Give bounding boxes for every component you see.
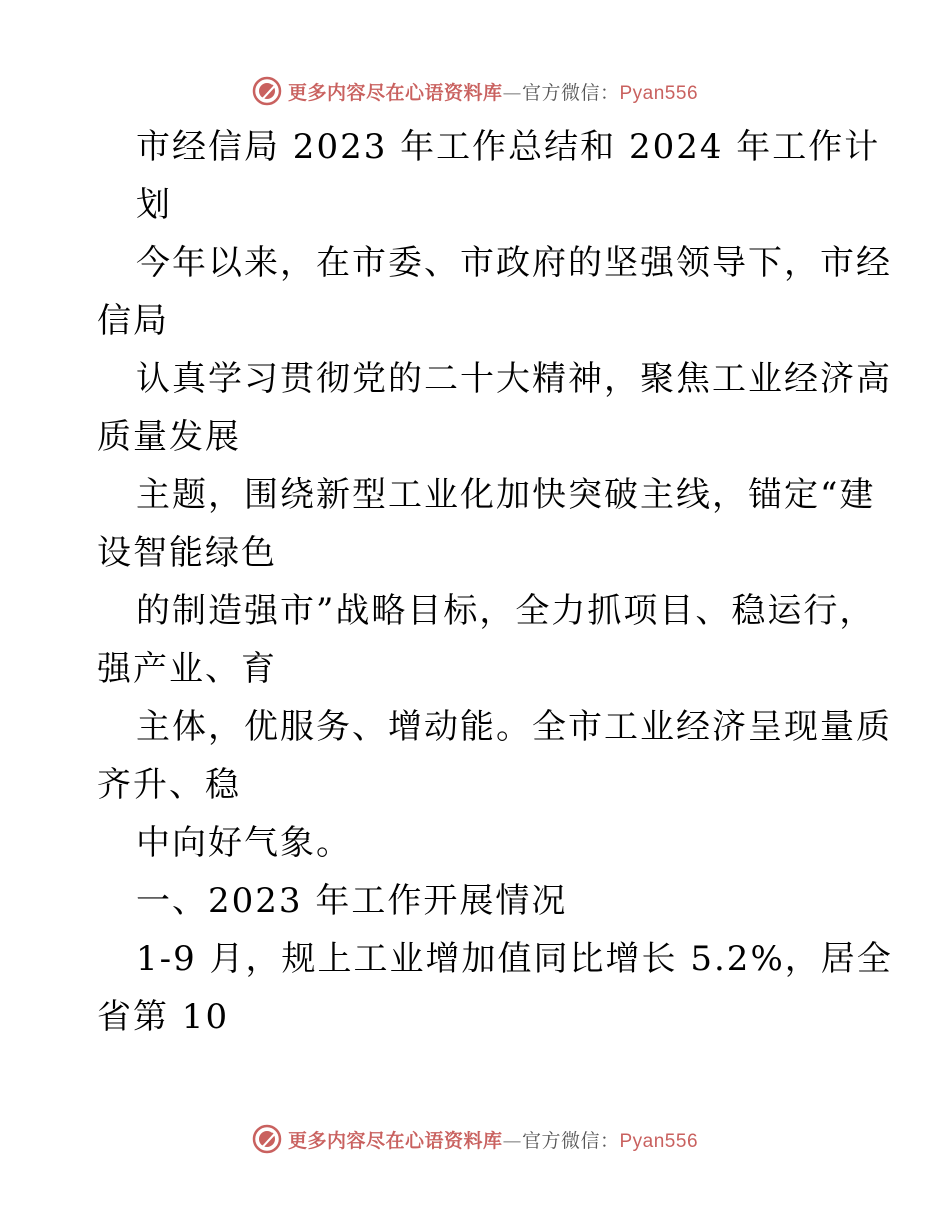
paragraph-line: 主体，优服务、增动能。全市工业经济呈现量质 [136,707,892,747]
paragraph-line: 信局 [97,301,169,341]
paragraph-line: 设智能绿色 [97,533,277,573]
watermark-main: 更多内容尽在心语资料库 [287,81,503,104]
section-heading: 一、2023 年工作开展情况 [136,881,568,921]
footer-watermark [0,1119,950,1159]
watermark-sub: 官方微信： [521,81,620,104]
paragraph-line: 主题，围绕新型工业化加快突破主线，锚定“建 [136,475,876,515]
watermark-separator: — [502,1129,522,1152]
header-watermark [0,71,950,111]
quill-seal-icon [252,76,282,106]
watermark-text [288,1126,698,1153]
paragraph-line: 今年以来，在市委、市政府的坚强领导下，市经 [136,243,892,283]
document-body [97,118,893,1046]
watermark-sub: 官方微信： [521,1129,620,1152]
watermark-id: Pyan556 [619,1130,699,1152]
paragraph-line: 强产业、育 [97,649,277,689]
paragraph-line: 的制造强市”战略目标，全力抓项目、稳运行， [136,591,876,631]
paragraph-line: 中向好气象。 [136,823,352,863]
title-line-1: 市经信局 2023 年工作总结和 2024 年工作计 [136,127,881,167]
paragraph-line: 齐升、稳 [97,765,241,805]
watermark-text [288,78,698,105]
watermark-id: Pyan556 [619,82,699,104]
paragraph-line: 质量发展 [97,417,241,457]
watermark-separator: — [502,81,522,104]
title-line-2: 划 [136,185,172,225]
paragraph-line: 1-9 月，规上工业增加值同比增长 5.2%，居全 [136,939,893,979]
watermark-main: 更多内容尽在心语资料库 [287,1129,503,1152]
paragraph-line: 省第 10 [97,997,230,1037]
quill-seal-icon [252,1124,282,1154]
paragraph-line: 认真学习贯彻党的二十大精神，聚焦工业经济高 [136,359,892,399]
